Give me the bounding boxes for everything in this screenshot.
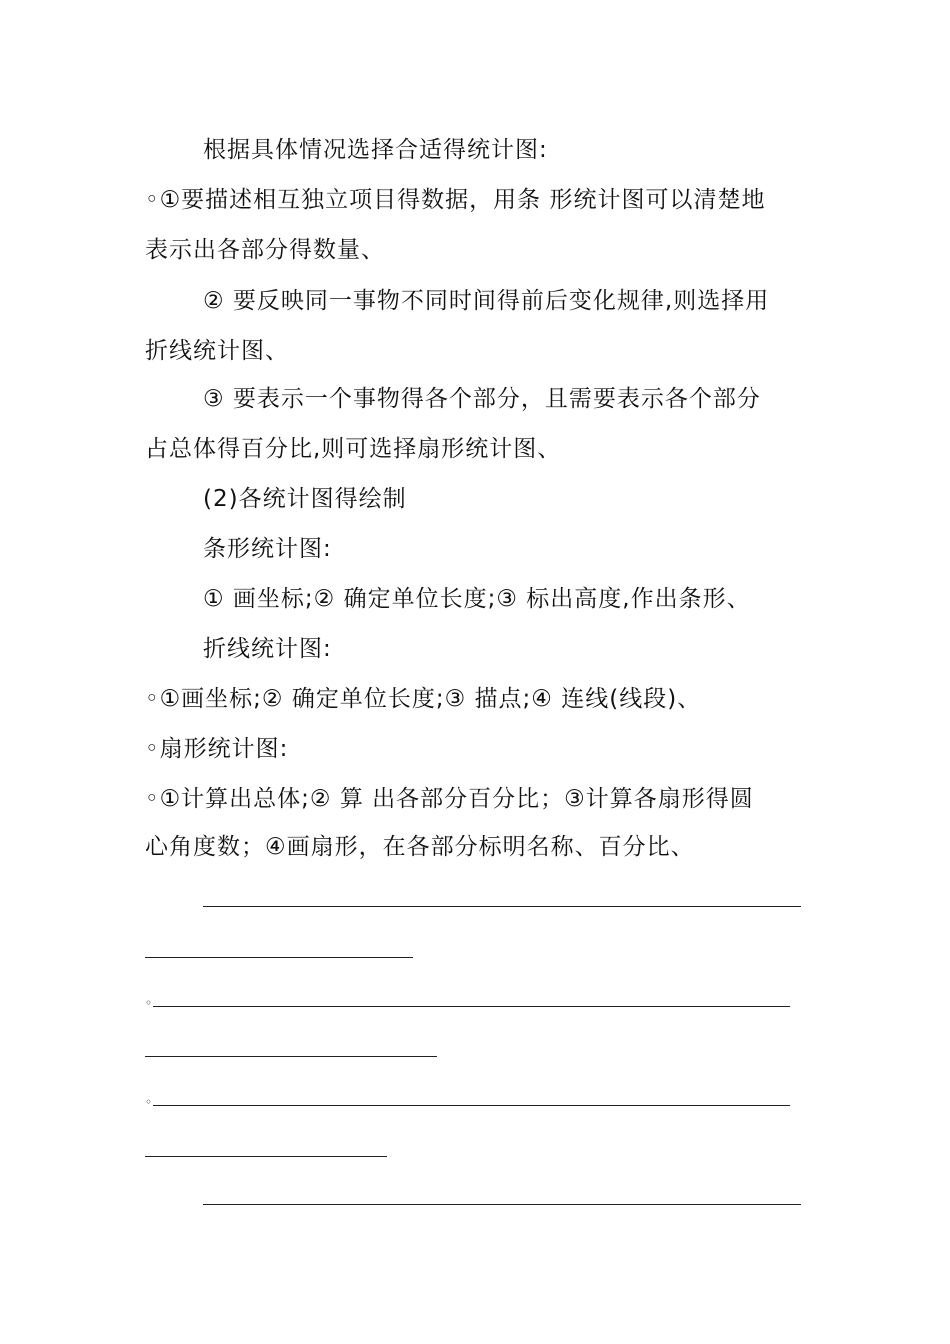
text-line: ◦①计算出总体;② 算 出各部分百分比；③计算各扇形得圆 xyxy=(145,786,754,812)
text-line: ◦①要描述相互独立项目得数据，用条 形统计图可以清楚地 xyxy=(145,187,766,213)
text-line: 占总体得百分比,则可选择扇形统计图、 xyxy=(145,436,562,462)
text-line: 条形统计图: xyxy=(203,536,332,562)
text-line: 折线统计图、 xyxy=(145,338,289,364)
blank-marker: ◦ xyxy=(145,996,153,1010)
text-line: (2)各统计图得绘制 xyxy=(203,486,407,512)
fill-in-line xyxy=(153,1105,790,1106)
text-line: ◦①画坐标;② 确定单位长度;③ 描点;④ 连线(线段)、 xyxy=(145,686,702,712)
text-line: ◦扇形统计图: xyxy=(145,736,289,762)
text-line: 折线统计图: xyxy=(203,636,332,662)
fill-in-line xyxy=(203,906,801,907)
text-line: 表示出各部分得数量、 xyxy=(145,237,385,263)
text-line: ② 要反映同一事物不同时间得前后变化规律,则选择用 xyxy=(203,288,770,314)
fill-in-line xyxy=(145,1056,437,1057)
text-line: ① 画坐标;② 确定单位长度;③ 标出高度,作出条形、 xyxy=(203,586,751,612)
fill-in-line xyxy=(145,957,413,958)
text-line: ③ 要表示一个事物得各个部分，且需要表示各个部分 xyxy=(203,386,761,412)
blank-marker: ◦ xyxy=(145,1095,153,1109)
text-line: 心角度数；④画扇形，在各部分标明名称、百分比、 xyxy=(145,834,695,860)
fill-in-line xyxy=(203,1204,801,1205)
fill-in-line xyxy=(145,1156,387,1157)
fill-in-line xyxy=(153,1006,790,1007)
text-line: 根据具体情况选择合适得统计图: xyxy=(203,137,548,163)
